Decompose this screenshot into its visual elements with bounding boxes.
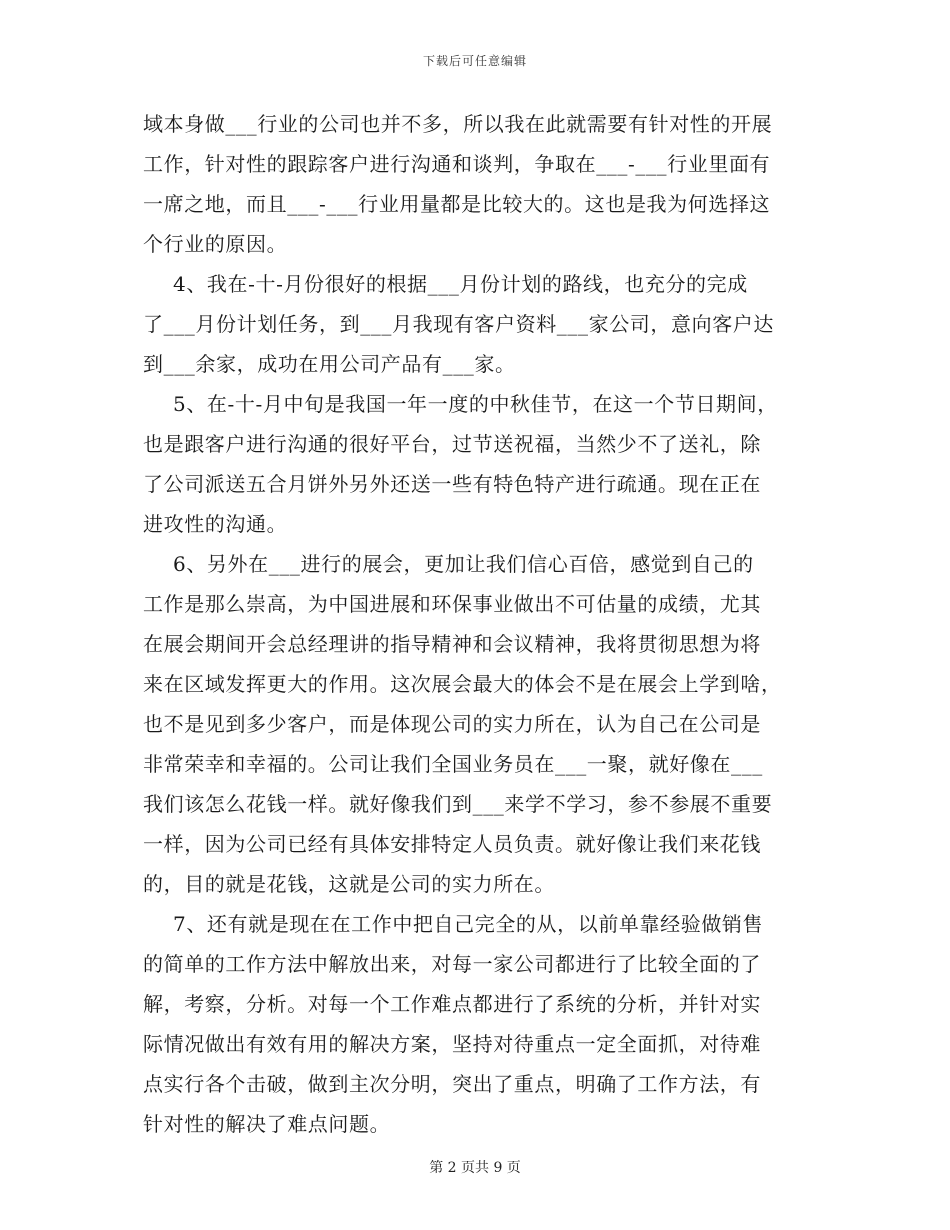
text-line: 一样，因为公司已经有具体安排特定人员负责。就好像让我们来花钱 (143, 832, 761, 856)
text-line: 非常荣幸和幸福的。公司让我们全国业务员在___一聚，就好像在___ (143, 752, 763, 776)
page-footer: 第 2 页共 9 页 (429, 1160, 521, 1176)
text-line: 6、另外在___进行的展会，更加让我们信心百倍，感觉到自己的 (173, 552, 754, 576)
text-line: 一席之地，而且___-___行业用量都是比较大的。这也是我为何选择这 (143, 192, 771, 216)
text-line: 的简单的工作方法中解放出来，对每一家公司都进行了比较全面的了 (143, 952, 761, 976)
text-line: 来在区域发挥更大的作用。这次展会最大的体会不是在展会上学到啥， (143, 672, 782, 696)
text-line: 4、我在-十-月份很好的根据___月份计划的路线，也充分的完成 (173, 272, 748, 296)
paragraph-4 (143, 264, 813, 384)
page-header: 下载后可任意编辑 (422, 54, 527, 68)
text-line: 个行业的原因。 (143, 232, 288, 256)
text-line: 点实行各个击破，做到主次分明，突出了重点，明确了工作方法，有 (143, 1072, 761, 1096)
text-line: 到___余家，成功在用公司产品有___家。 (143, 352, 516, 376)
paragraph-6 (143, 544, 813, 904)
text-line: 解，考察，分析。对每一个工作难点都进行了系统的分析，并针对实 (143, 992, 761, 1016)
text-line: 5、在-十-月中旬是我国一年一度的中秋佳节，在这一个节日期间， (173, 392, 778, 416)
text-line: 在展会期间开会总经理讲的指导精神和会议精神，我将贯彻思想为将 (143, 632, 761, 656)
document-body (143, 104, 813, 1144)
paragraph-7 (143, 904, 813, 1144)
text-line: 了公司派送五合月饼外另外还送一些有特色特产进行疏通。现在正在 (143, 472, 761, 496)
text-line: 工作是那么崇高，为中国进展和环保事业做出不可估量的成绩，尤其 (143, 592, 761, 616)
text-line: 域本身做___行业的公司也并不多，所以我在此就需要有针对性的开展 (143, 112, 773, 136)
text-line: 了___月份计划任务，到___月我现有客户资料___家公司，意向客户达 (143, 312, 774, 336)
text-line: 针对性的解决了难点问题。 (143, 1112, 391, 1136)
text-line: 7、还有就是现在在工作中把自己完全的从，以前单靠经验做销售 (173, 912, 764, 936)
paragraph-5 (143, 384, 813, 544)
text-line: 际情况做出有效有用的解决方案，坚持对待重点一定全面抓，对待难 (143, 1032, 761, 1056)
text-line: 也不是见到多少客户，而是体现公司的实力所在，认为自己在公司是 (143, 712, 761, 736)
text-line: 工作，针对性的跟踪客户进行沟通和谈判，争取在___-___行业里面有 (143, 152, 771, 176)
text-line: 也是跟客户进行沟通的很好平台，过节送祝福，当然少不了送礼，除 (143, 432, 761, 456)
text-line: 进攻性的沟通。 (143, 512, 288, 536)
text-line: 我们该怎么花钱一样。就好像我们到___来学不学习，参不参展不重要 (143, 792, 773, 816)
paragraph-1 (143, 104, 813, 264)
text-line: 的，目的就是花钱，这就是公司的实力所在。 (143, 872, 555, 896)
